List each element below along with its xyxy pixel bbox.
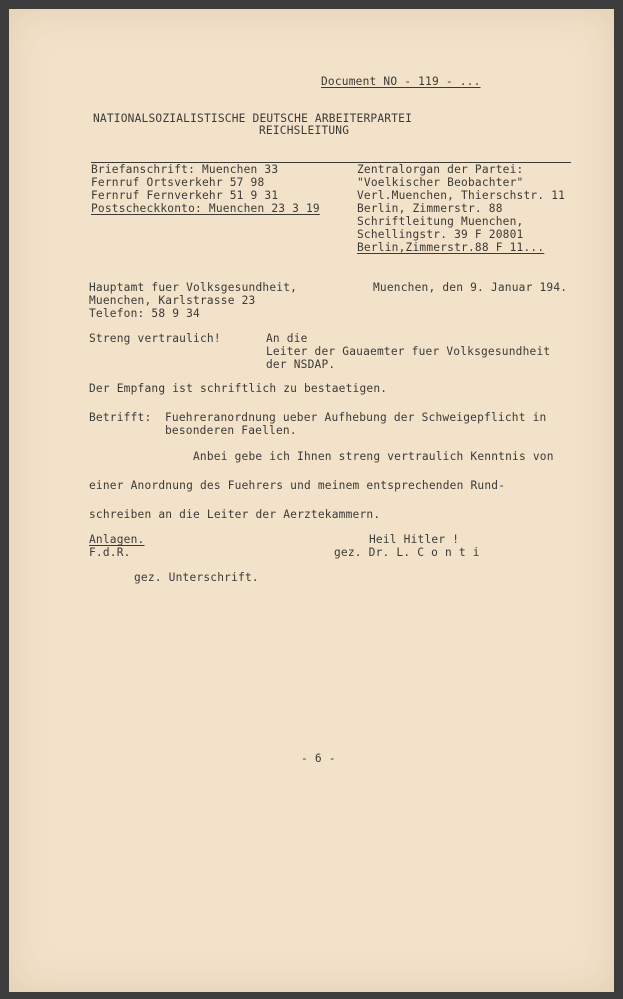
recipient-line-1: An die [266, 332, 308, 345]
letterhead-right-line-4: Berlin, Zimmerstr. 88 [357, 202, 503, 215]
letterhead-left-line-3: Fernruf Fernverkehr 51 9 31 [91, 189, 279, 202]
party-header-line2: REICHSLEITUNG [259, 124, 350, 137]
party-header-line1: NATIONALSOZIALISTISCHE DEUTSCHE ARBEITERPARTEI [93, 112, 413, 125]
letterhead-right-line-3: Verl.Muenchen, Thierschstr. 11 [357, 189, 566, 202]
letterhead-right-line-5: Schriftleitung Muenchen, [357, 215, 524, 228]
receipt-note: Der Empfang ist schriftlich zu bestaetigen. [89, 382, 388, 395]
document-number: Document NO - 119 - ... [321, 75, 481, 88]
recipient-line-2: Leiter der Gauaemter fuer Volksgesundheit [266, 345, 551, 358]
body-line-1: Anbei gebe ich Ihnen streng vertraulich Kenntnis von [193, 450, 554, 463]
letter-date: Muenchen, den 9. Januar 194. [373, 281, 568, 294]
body-line-2: einer Anordnung des Fuehrers und meinem entsprechenden Rund- [89, 479, 506, 492]
sender-line-2: Muenchen, Karlstrasse 23 [89, 294, 256, 307]
letterhead-right-line-7: Berlin,Zimmerstr.88 F 11... [357, 241, 545, 254]
page-number: - 6 - [301, 752, 336, 765]
sender-line-3: Telefon: 58 9 34 [89, 307, 200, 320]
letterhead-right-line-2: "Voelkischer Beobachter" [357, 176, 524, 189]
letterhead-right-line-1: Zentralorgan der Partei: [357, 163, 524, 176]
confidential-mark: Streng vertraulich! [89, 332, 221, 345]
closing-greeting: Heil Hitler ! [369, 533, 460, 546]
document-page [9, 9, 614, 992]
subject-label: Betrifft: [89, 411, 152, 424]
subject-line-2: besonderen Faellen. [165, 424, 297, 437]
recipient-line-3: der NSDAP. [266, 358, 336, 371]
enclosures-label: Anlagen. [89, 533, 145, 546]
signature-note: gez. Unterschrift. [134, 571, 259, 584]
subject-line-1: Fuehreranordnung ueber Aufhebung der Schweigepflicht in [165, 411, 547, 424]
letterhead-right-line-6: Schellingstr. 39 F 20801 [357, 228, 524, 241]
letterhead-left-line-1: Briefanschrift: Muenchen 33 [91, 163, 279, 176]
sender-line-1: Hauptamt fuer Volksgesundheit, [89, 281, 298, 294]
letterhead-left-line-2: Fernruf Ortsverkehr 57 98 [91, 176, 265, 189]
signature-line: gez. Dr. L. C o n t i [334, 546, 480, 559]
body-line-3: schreiben an die Leiter der Aerztekammern. [89, 508, 381, 521]
fdr-mark: F.d.R. [89, 546, 131, 559]
letterhead-left-line-4: Postscheckkonto: Muenchen 23 3 19 [91, 202, 320, 215]
